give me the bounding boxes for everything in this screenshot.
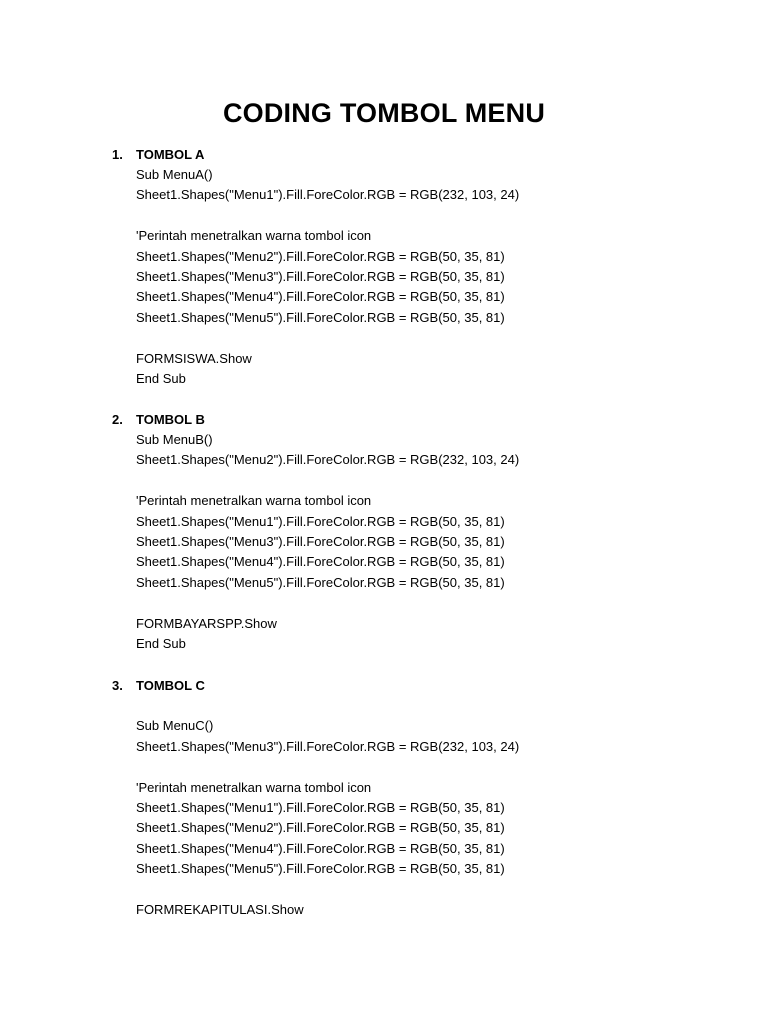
section-number: 3. — [112, 678, 123, 693]
code-line: Sheet1.Shapes("Menu4").Fill.ForeColor.RGB = RGB(50, 35, 81) — [136, 840, 505, 856]
code-line: Sheet1.Shapes("Menu5").Fill.ForeColor.RGB = RGB(50, 35, 81) — [136, 309, 505, 325]
section-tombol-c — [112, 675, 672, 920]
code-block — [112, 696, 672, 920]
section-heading — [112, 409, 672, 430]
code-line: 'Perintah menetralkan warna tombol icon — [136, 779, 372, 795]
section-title: TOMBOL B — [136, 412, 205, 427]
code-line — [136, 206, 672, 226]
code-line — [136, 757, 672, 777]
code-block — [112, 165, 672, 389]
code-line: FORMSISWA.Show — [136, 350, 252, 366]
section-heading — [112, 144, 672, 165]
code-line: 'Perintah menetralkan warna tombol icon — [136, 228, 372, 244]
code-line: Sheet1.Shapes("Menu4").Fill.ForeColor.RGB = RGB(50, 35, 81) — [136, 554, 505, 570]
code-line: Sheet1.Shapes("Menu2").Fill.ForeColor.RGB = RGB(50, 35, 81) — [136, 248, 505, 264]
code-line — [136, 696, 672, 716]
section-title: TOMBOL C — [136, 678, 205, 693]
code-line: Sheet1.Shapes("Menu1").Fill.ForeColor.RGB = RGB(50, 35, 81) — [136, 799, 505, 815]
code-line: Sheet1.Shapes("Menu3").Fill.ForeColor.RGB = RGB(50, 35, 81) — [136, 268, 505, 284]
code-line: Sheet1.Shapes("Menu3").Fill.ForeColor.RGB = RGB(232, 103, 24) — [136, 738, 520, 754]
document-title: CODING TOMBOL MENU — [222, 98, 546, 128]
code-line: FORMBAYARSPP.Show — [136, 615, 277, 631]
section-number: 2. — [112, 412, 123, 427]
code-line: Sub MenuA() — [136, 167, 213, 182]
code-line: Sheet1.Shapes("Menu5").Fill.ForeColor.RGB = RGB(50, 35, 81) — [136, 861, 505, 877]
code-line — [136, 471, 672, 491]
section-title: TOMBOL A — [136, 147, 205, 162]
code-line: Sheet1.Shapes("Menu1").Fill.ForeColor.RGB = RGB(232, 103, 24) — [136, 187, 520, 203]
section-tombol-b — [112, 409, 672, 654]
code-line: End Sub — [136, 370, 186, 386]
code-line: Sub MenuB() — [136, 432, 213, 447]
code-line: 'Perintah menetralkan warna tombol icon — [136, 493, 372, 509]
code-line: Sheet1.Shapes("Menu2").Fill.ForeColor.RGB = RGB(232, 103, 24) — [136, 452, 520, 468]
code-line: Sheet1.Shapes("Menu2").Fill.ForeColor.RGB = RGB(50, 35, 81) — [136, 820, 505, 836]
code-line: Sheet1.Shapes("Menu4").Fill.ForeColor.RGB = RGB(50, 35, 81) — [136, 289, 505, 305]
section-tombol-a — [112, 144, 672, 389]
code-line: FORMREKAPITULASI.Show — [136, 901, 304, 917]
code-line — [136, 880, 672, 900]
section-number: 1. — [112, 147, 123, 162]
code-line — [136, 328, 672, 348]
code-line — [136, 593, 672, 613]
code-block — [112, 430, 672, 654]
code-line: Sub MenuC() — [136, 718, 214, 734]
code-line: Sheet1.Shapes("Menu1").Fill.ForeColor.RGB = RGB(50, 35, 81) — [136, 513, 505, 529]
code-line: End Sub — [136, 635, 186, 651]
code-line: Sheet1.Shapes("Menu5").Fill.ForeColor.RGB = RGB(50, 35, 81) — [136, 574, 505, 590]
section-heading — [112, 675, 672, 696]
code-line: Sheet1.Shapes("Menu3").Fill.ForeColor.RGB = RGB(50, 35, 81) — [136, 533, 505, 549]
